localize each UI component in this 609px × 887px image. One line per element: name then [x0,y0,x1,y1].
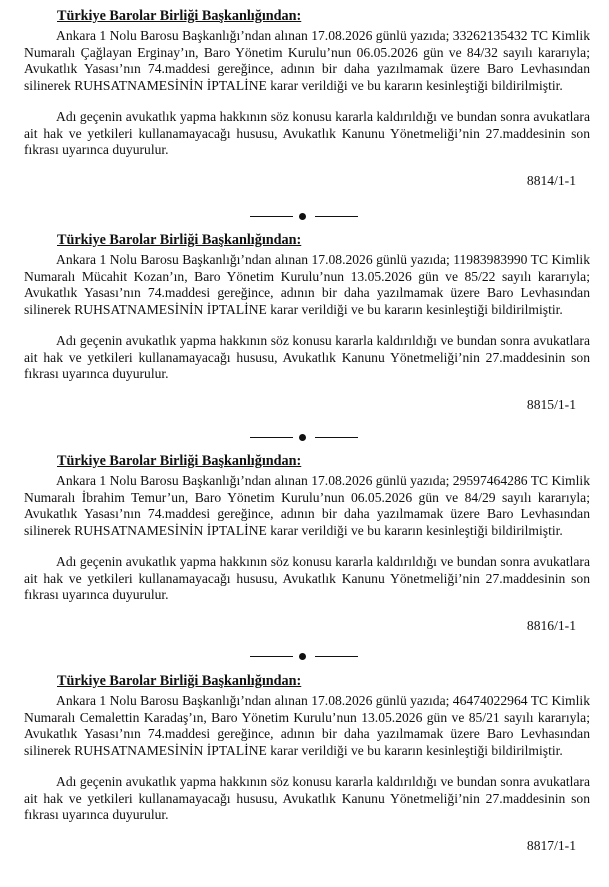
notice-paragraph-main: Ankara 1 Nolu Barosu Başkanlığı’ndan alınan 17.08.2026 günlü yazıda; 33262135432 TC Kimlik Numaralı Çağlayan Erginay’ın, Baro Yönetim Kurulu’nun 06.05.2026 gün ve 84/32 sayılı kararıyla; Avukatlık Yasası’nın 74.maddesi gereğince, adının bir daha yazılmamak üzere Baro Levhasından silinerek RUHSATNAMESİNİN İPTALİNE karar verildiği ve bu kararın kesinleştiği bildirilmiştir. [24,28,590,93]
notice-3 [24,453,590,634]
separator-line-left [250,216,293,217]
separator-line-left [250,437,293,438]
notice-separator [0,652,609,662]
separator-line-left [250,656,293,657]
notice-separator [0,433,609,443]
notice-heading: Türkiye Barolar Birliği Başkanlığından: [57,453,302,469]
notice-heading: Türkiye Barolar Birliği Başkanlığından: [57,8,302,24]
separator-bullet-icon [299,213,306,220]
notice-paragraph-announcement: Adı geçenin avukatlık yapma hakkının söz konusu kararla kaldırıldığı ve bundan sonra avukatlara ait hak ve yetkileri kullanamayacağı hususu, Avukatlık Kanunu Yönetmeliği’nin 27.maddesinin son fıkrası uyarınca duyurulur. [24,774,590,822]
separator-bullet-icon [299,434,306,441]
separator-line-right [315,216,358,217]
separator-line-right [315,656,358,657]
notice-separator [0,212,609,222]
notice-paragraph-announcement: Adı geçenin avukatlık yapma hakkının söz konusu kararla kaldırıldığı ve bundan sonra avukatlara ait hak ve yetkileri kullanamayacağı hususu, Avukatlık Kanunu Yönetmeliği’nin 27.maddesinin son fıkrası uyarınca duyurulur. [24,554,590,602]
notice-paragraph-main: Ankara 1 Nolu Barosu Başkanlığı’ndan alınan 17.08.2026 günlü yazıda; 11983983990 TC Kimlik Numaralı Mücahit Kozan’ın, Baro Yönetim Kurulu’nun 13.05.2026 gün ve 85/22 sayılı kararıyla; Avukatlık Yasası’nın 74.maddesi gereğince, adının bir daha yazılmamak üzere Baro Levhasından silinerek RUHSATNAMESİNİN İPTALİNE karar verildiği ve bu kararın kesinleştiği bildirilmiştir. [24,252,590,317]
notice-reference-number: 8816/1-1 [526,617,576,633]
notice-reference-number: 8815/1-1 [526,396,576,412]
notice-paragraph-announcement: Adı geçenin avukatlık yapma hakkının söz konusu kararla kaldırıldığı ve bundan sonra avukatlara ait hak ve yetkileri kullanamayacağı hususu, Avukatlık Kanunu Yönetmeliği’nin 27.maddesinin son fıkrası uyarınca duyurulur. [24,333,590,381]
notice-1 [24,8,590,189]
separator-bullet-icon [299,653,306,660]
notice-heading: Türkiye Barolar Birliği Başkanlığından: [57,673,302,689]
notice-paragraph-main: Ankara 1 Nolu Barosu Başkanlığı’ndan alınan 17.08.2026 günlü yazıda; 46474022964 TC Kimlik Numaralı Cemalettin Karadaş’ın, Baro Yönetim Kurulu’nun 13.05.2026 gün ve 85/21 sayılı kararıyla; Avukatlık Yasası’nın 74.maddesi gereğince, adının bir daha yazılmamak üzere Baro Levhasından silinerek RUHSATNAMESİNİN İPTALİNE karar verildiği ve bu kararın kesinleştiği bildirilmiştir. [24,693,590,758]
notice-heading: Türkiye Barolar Birliği Başkanlığından: [57,232,302,248]
separator-line-right [315,437,358,438]
notice-reference-number: 8817/1-1 [526,837,576,853]
notice-4 [24,673,590,854]
notice-paragraph-announcement: Adı geçenin avukatlık yapma hakkının söz konusu kararla kaldırıldığı ve bundan sonra avukatlara ait hak ve yetkileri kullanamayacağı hususu, Avukatlık Kanunu Yönetmeliği’nin 27.maddesinin son fıkrası uyarınca duyurulur. [24,109,590,157]
notice-2 [24,232,590,413]
notice-reference-number: 8814/1-1 [526,172,576,188]
notice-paragraph-main: Ankara 1 Nolu Barosu Başkanlığı’ndan alınan 17.08.2026 günlü yazıda; 29597464286 TC Kimlik Numaralı İbrahim Temur’un, Baro Yönetim Kurulu’nun 06.05.2026 gün ve 84/29 sayılı kararıyla; Avukatlık Yasası’nın 74.maddesi gereğince, adının bir daha yazılmamak üzere Baro Levhasından silinerek RUHSATNAMESİNİN İPTALİNE karar verildiği ve bu kararın kesinleştiği bildirilmiştir. [24,473,590,538]
